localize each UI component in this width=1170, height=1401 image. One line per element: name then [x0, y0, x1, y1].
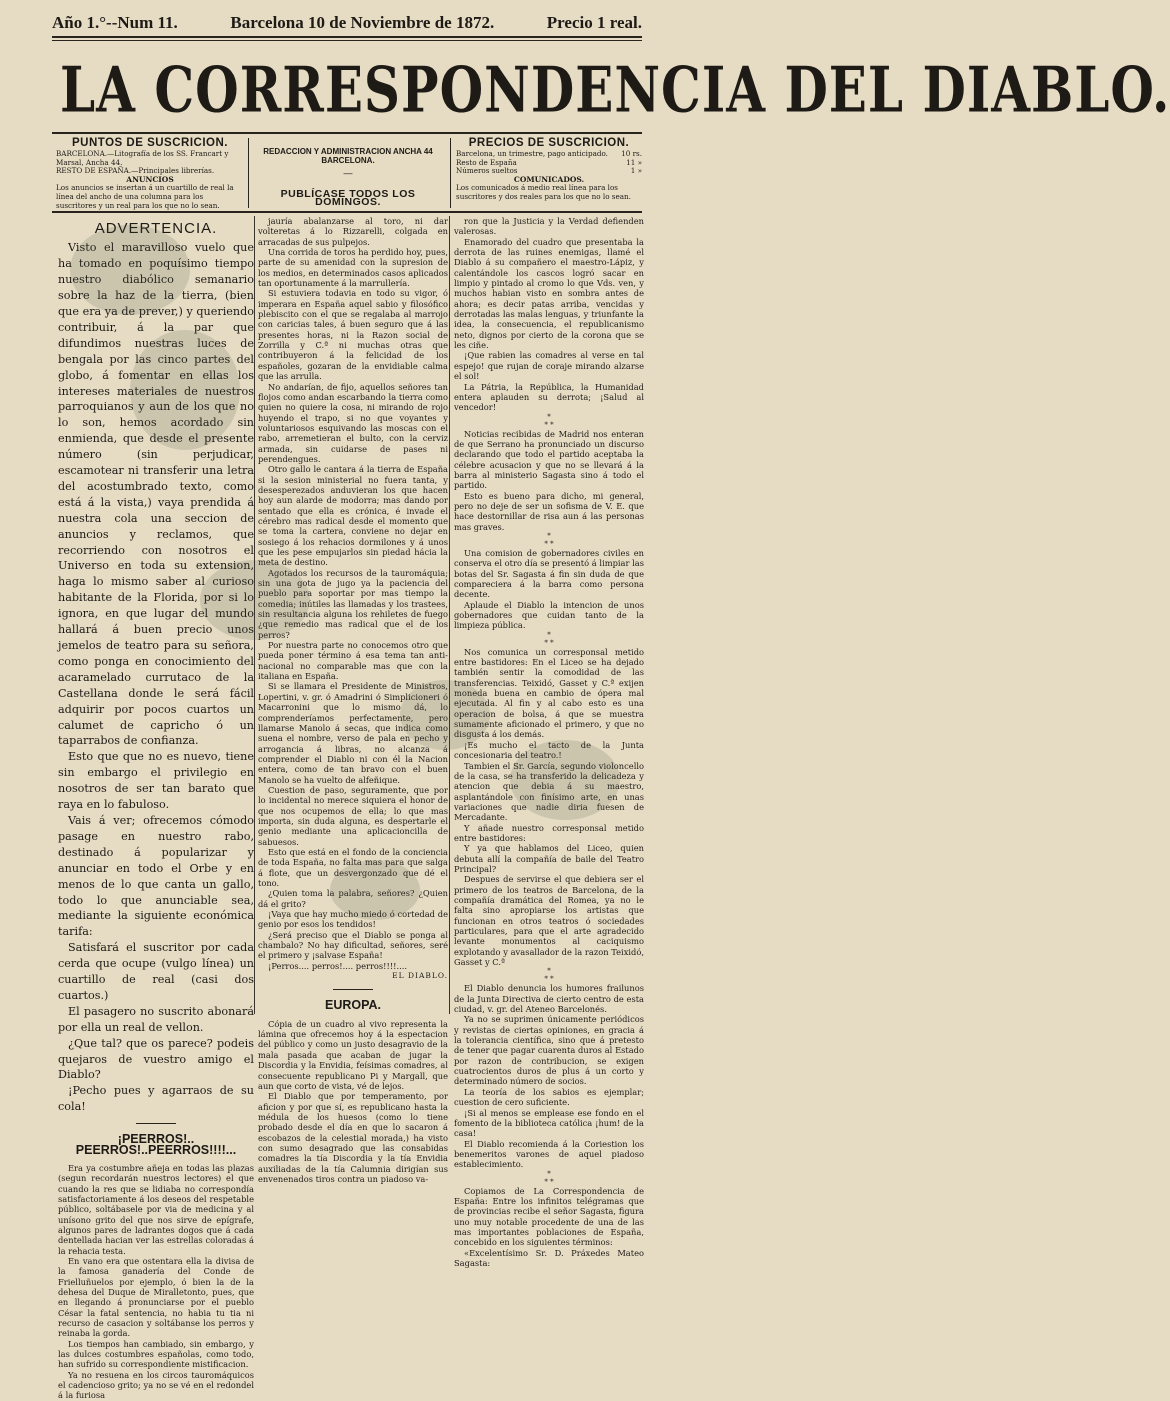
article-paragraph: Cuestion de paso, seguramente, que por lo incidental no merece siquiera el honor de que nos ocupemos de ella; lo que mas importa, sin duda alguna, es despertarle el genio mediante una aplicacioncilla de sabuesos. — [258, 784, 448, 847]
perros-title: ¡PEERROS!.. PEERROS!..PEERROS!!!!... — [75, 1132, 237, 1157]
article-paragraph: Los tiempos han cambiado, sin embargo, y las dulces costumbres españolas, como todo, han sufrido su correspondiente mistificacion. — [58, 1338, 254, 1370]
advertencia-title: ADVERTENCIA. — [94, 220, 218, 237]
separator-asterisks: * * * — [544, 630, 554, 647]
subscription-line-1: BARCELONA.—Litografía de los SS. Francart y Marsal, Ancha 44. — [56, 149, 229, 167]
column-3 — [454, 216, 644, 1268]
article-paragraph: Otro gallo le cantara á la tierra de España si la sesion ministerial no fuera tanta, y desesperezados anduvieran los que hacen hoy aun alarde de modorra; mas dando por sentado que ella es crónica, é invade el cérebro mas radical desde el momento que se toma la cartera, conviene no dejar en sosiego á los rehacios dormilones y á unos que les pese empujarlos sin piedad hácia la meta de destino. — [258, 464, 448, 568]
header-line — [52, 8, 642, 38]
article-paragraph: Ya no se suprimen únicamente periódicos y revistas de ciertas opiniones, en gracia á la tolerancia científica, sino que á pretesto de tener que pagar cuarenta duros al Estado por razon de contribucion, se exigen cuatrocientos duros de plus á un corto y determinado número de socios. — [454, 1014, 644, 1087]
header-rule-bottom — [52, 40, 642, 41]
signature: EL DIABLO. — [392, 971, 448, 981]
editorial-dash: — — [343, 168, 353, 179]
article-paragraph: Una comision de gobernadores civiles en conserva el otro día se presentó á limpiar las botas del Sr. Sagasta á fin sin duda de que compareciera á la barra como persona decente. — [454, 547, 644, 600]
article-paragraph: Agotados los recursos de la tauromáquia; sin una gota de jugo ya la paciencia del pueblo para soportar por mas tiempo la comedia; inútiles las llamadas y los trastees, sin resultancia alguna los rehiletes de fuego ¿que remedio mas radical que el de los perros? — [258, 567, 448, 640]
subscription-title: PUNTOS DE SUSCRICION. — [72, 137, 228, 149]
communications-title: COMUNICADOS. — [513, 174, 585, 184]
communications-text: Los comunicados á medio real línea para los suscritores y dos reales para los que no lo sean. — [456, 183, 631, 201]
paper-stain — [200, 560, 310, 640]
header-rule-top — [52, 36, 642, 38]
article-paragraph: ¡Vaya que hay mucho miedo ó cortedad de genio por esos los tendidos! — [258, 909, 448, 930]
band-separator-left — [248, 138, 249, 208]
article-paragraph: Esto que está en el fondo de la conciencia de toda España, no falta mas para que salga á flote, que un desvergonzado que dé el tono. — [258, 846, 448, 888]
article-paragraph: Ya no resuena en los circos tauromáquicos el cadencioso grito; ya no se vé en el redondel á la furiosa — [58, 1369, 254, 1401]
separator-asterisks: * * * — [544, 967, 554, 984]
article-paragraph: Si se llamara el Presidente de Ministros, Lopertini, v. gr. ó Amadrini ó Simplicioneri ó Macarronini que lo mismo dá, lo comprenderíamos perfectamente, pero llamarse Manolo á secas, que indica como suena el nombre, verso de pala en pecho y arrogancia á libras, no alcanza á comprender el Diablo ni con él la Nacion entera, como de tan bravo con el buen Manolo se ha vuelto de alfeñique. — [258, 681, 448, 785]
section-divider — [333, 989, 373, 990]
article-paragraph: Y añade nuestro corresponsal metido entre bastidores: — [454, 822, 644, 843]
price-value: 11 » — [626, 157, 642, 167]
article-paragraph: Visto el maravilloso vuelo que ha tomado en poquísimo tiempo nuestro diabólico semanario sobre la haz de la tierra, (bien que era ya de prever,) y queriendo contribuir, á la par que difundimos nuestras luces de bengala por las cinco partes del globo, á fomentar en ellas los intereses materiales de nuestros parroquianos y aun de los que no lo son, hemos acordado sin enmienda, que desde el presente número (sin perjudicar, escamotear ni transferir una letra del acostumbrado texto, como está á la vista,) vaya prendida á nuestra cola una seccion de anuncios y reclamos, que recorriendo con nosotros el Universo en toda su extension, haga lo mismo saber al curioso habitante de la Florida, por si lo ignora, en que lugar del mundo hallará á buen precio unos jemelos de teatro para su señora, como ponga en conocimiento del acaramelado currutaco de la Castellana donde le será fácil adquirir por pocos cuartos un calumet de capricho ó un taparrabos de confianza. — [58, 241, 254, 748]
article-paragraph: jauría abalanzarse al toro, ni dar volteretas á lo Rizzarelli, colgada en arracadas de sus pulpejos. — [258, 216, 448, 247]
price-label: Barcelona, un trimestre, pago anticipado. — [456, 149, 608, 158]
band-rule-bottom — [52, 211, 642, 213]
editorial-info — [250, 136, 446, 210]
prices-title: PRECIOS DE SUSCRICION. — [468, 137, 630, 149]
paper-stain — [330, 860, 420, 920]
article-paragraph: Satisfará el suscritor por cada cerda que ocupe (vulgo línea) un cuartillo de real (casi dos cuartos.) — [58, 941, 254, 1002]
price-value: 10 rs. — [621, 149, 642, 158]
editorial-address: REDACCION Y ADMINISTRACION ANCHA 44 BARCELONA. — [263, 147, 433, 165]
article-paragraph: ¡Es mucho el tacto de la Junta concesionaria del teatro.! — [454, 739, 644, 761]
article-paragraph: Cópia de un cuadro al vivo representa la lámina que ofrecemos hoy á la espectacion del público y como un justo desagravio de la mala pasada que acaban de jugar la Discordia y la Envidia, feísimas comadres, al consecuente republicano Pi y Margall, que aun que corto de vista, vé de lejos. — [258, 1018, 448, 1091]
price-label: Números sueltos — [456, 166, 518, 176]
article-paragraph: Era ya costumbre añeja en todas las plazas (segun recordarán nuestros lectores) el que cuando la res que se lidiaba no correspondía satisfactoriamente á los deseos del respetable público, soltábasele por via de medicina y al unísono grito del que nos sirve de epígrafe, algunos pares de ladrantes dogos que á cada dentellada hacian ver las estrellas coloradas á la rehacia testa. — [58, 1162, 254, 1256]
article-paragraph: ¡Si al menos se emplease ese fondo en el fomento de la biblioteca católica ¡hum! de la casa! — [454, 1107, 644, 1139]
article-paragraph: Tambien el Sr. García, segundo violoncello de la casa, se ha transferido la delicadeza y atencion que debia á su maestro, asplantándole con finísimo arte, en unas variaciones que nadie diria fuesen de Mercadante. — [454, 760, 644, 823]
article-paragraph: ¿Quien toma la palabra, señores? ¿Quien dá el grito? — [258, 888, 448, 909]
article-paragraph: El Diablo que por temperamento, por aficion y por que sí, es republicano hasta la médula de los huesos (como lo tiene probado desde el día en que lo sacaron á escobazos de la celestial morada,) ha visto con sumo desagrado que las consabidas comadres la tía Discordia y la tía Envidia auxiliadas de la tía Calumnia dirigían sus envenenados tiros contra un piadoso va- — [258, 1091, 448, 1184]
paper-stain — [70, 225, 190, 315]
info-band — [56, 136, 642, 210]
article-paragraph: Aplaude el Diablo la intencion de unos gobernadores que cuidan tanto de la limpieza pública. — [454, 599, 644, 631]
article-paragraph: El Diablo recomienda á la Coriestion los benemeritos varones de aquel piadoso establecimiento. — [454, 1138, 644, 1170]
band-separator-right — [450, 138, 451, 208]
subscription-line-2: RESTO DE ESPAÑA.—Principales librerías. — [56, 166, 215, 176]
issue-price: Precio 1 real. — [546, 13, 642, 32]
band-rule-top — [52, 132, 642, 134]
europa-title: EUROPA. — [324, 998, 382, 1013]
article-paragraph: «Excelentísimo Sr. D. Práxedes Mateo Sagasta: — [454, 1247, 644, 1268]
article-paragraph: ron que la Justicia y la Verdad defienden valerosas. — [454, 216, 644, 237]
article-paragraph: Si estuviera todavia en todo su vigor, ó imperara en España aquel sabio y filosófico plebiscito con el que se regalaba al marrojo con caricias tales, á buen seguro que á las presentes horas, ni la Razon social de Zorrilla y C.ª ni muchas otras que contribuyeron á la felicidad de los españoles, gozaran de la envidiable calma que las arrulla. — [258, 288, 448, 382]
separator-asterisks: * * * — [544, 1169, 554, 1186]
article-paragraph: ¡Perros.... perros!.... perros!!!!.... — [268, 960, 408, 971]
ads-title: ANUNCIOS — [126, 174, 174, 184]
paper-stain — [130, 330, 240, 450]
article-paragraph: ¡Que rabien las comadres al verse en tal espejo! que rujan de coraje mirando alzarse el sol! — [454, 350, 644, 382]
article-paragraph: Y ya que hablamos del Liceo, quien debuta allí la compañía de baile del Teatro Principal? — [454, 843, 644, 874]
article-paragraph: El pasagero no suscrito abonará por ella un real de vellon. — [58, 1004, 254, 1034]
paper-stain — [510, 740, 620, 820]
article-paragraph: ¿Será preciso que el Diablo se ponga al chambalo? No hay dificultad, señores, seré el primero y ¡salvase España! — [258, 929, 448, 961]
masthead-title: LA CORRESPONDENCIA DEL DIABLO. — [60, 52, 1170, 127]
article-paragraph: No andarían, de fijo, aquellos señores tan flojos como andan escarbando la tierra como quien no quiere la cosa, ni mirando de rojo huyendo el trapo, si no que voyantes y voluntariosos esquivando las moscas con el rabo, arremetieran el bulto, con la cerviz armada, sin cuidarse de pases ni perendengues. — [258, 381, 448, 464]
article-paragraph: Despues de servirse el que debiera ser el primero de los teatros de Barcelona, de la compañía dramática del Romea, ya no le falta sino apropiarse los artistas que funcionan en otros teatros ó sociedades particulares, para que el arte agradecido levante monumentos al caciquismo explotando y avasallador de la razon Teixidó, Gasset y C.ª — [454, 874, 644, 968]
article-paragraph: El Diablo denuncia los humores frailunos de la Junta Directiva de cierto centro de esta ciudad, v. gr. del Ateneo Barcelonés. — [454, 983, 644, 1015]
article-paragraph: Vais á ver; ofrecemos cómodo pasage en nuestro rabo, destinado á popularizar y anunciar en todo el Orbe y en menos de lo que canta un gallo, todo lo que anunciable sea, mediante la siguiente económica tarifa: — [58, 813, 254, 939]
article-paragraph: La teoría de los sabios es ejemplar; cuestion de cero suficiente. — [454, 1086, 644, 1108]
article-paragraph: Por nuestra parte no conocemos otro que pueda poner término á esa tema tan anti-nacional no comparable mas que con la italiana en España. — [258, 640, 448, 682]
publication-day: PUBLÍCASE TODOS LOS DOMINGOS. — [280, 187, 416, 209]
article-paragraph: ¡Pecho pues y agarraos de su cola! — [58, 1084, 254, 1114]
article-paragraph: ¿Que tal? que os parece? podeis quejaros de vuestro amigo el Diablo? — [58, 1036, 254, 1082]
separator-asterisks: * * * — [544, 531, 554, 548]
price-value: 1 » — [630, 166, 642, 176]
article-paragraph: En vano era que ostentara ella la divisa de la famosa ganadería del Conde de Frielluñuelos por ejemplo, ó bien la de la dehesa del Duque de Miralletonto, pues, que en llegando á pronunciarse por el pueblo César la fatal sentencia, no habia tu tia ni recurso de casacion y soltábanse los perros y reinaba la gorda. — [58, 1255, 254, 1339]
article-paragraph: La Pátria, la República, la Humanidad entera aplauden su derrota; ¡Salud al vencedor! — [454, 381, 644, 413]
article-paragraph: Noticias recibidas de Madrid nos enteran de que Serrano ha pronunciado un discurso declarando que todo el partido aceptaba la célebre acusacion y que no se llevará á la barra al ministerio Sagasta sino á todo el partido. — [454, 428, 644, 491]
article-paragraph: Enamorado del cuadro que presentaba la derrota de las ruines enemigas, llamé el Diablo á su compañero el maestro-Lápiz, y calentándole los cascos logró sacar en limpio y pintado al cromo lo que Vds. ven, y muchos habian visto en sombra antes de ahora; es decir patas arriba, vencidas y derrotadas las malas lenguas, y triunfante la idea, la consecuencia, el republicanismo neto, dignos por cierto de la corona que se les ciñe. — [454, 236, 644, 351]
subscription-prices — [456, 136, 642, 210]
price-label: Resto de España — [456, 157, 517, 167]
column-separator-2 — [449, 216, 450, 1014]
article-paragraph: Copiamos de La Correspondencia de España: Entre los infinitos telégramas que de provincias recibe el señor Sagasta, figura uno muy notable procedente de una de las mas importantes poblaciones de España, concebido en los siguientes términos: — [454, 1185, 644, 1248]
article-paragraph: Esto que que no es nuevo, tiene sin embargo el privilegio en nosotros de ser tan barato que raya en lo fabuloso. — [58, 750, 254, 812]
ads-text: Los anuncios se insertan á un cuartillo de real la línea del ancho de una columna para los suscritores y un real para los que no lo sean. — [56, 183, 234, 210]
issue-date: Barcelona 10 de Noviembre de 1872. — [230, 13, 495, 32]
paper-stain — [400, 680, 490, 750]
article-paragraph: Esto es bueno para dicho, mi general, pero no deje de ser un sofisma de V. E. que hace destornillar de risa aun á las personas mas graves. — [454, 490, 644, 532]
subscription-points — [56, 136, 244, 210]
separator-asterisks: * * * — [544, 412, 554, 429]
issue-number: Año 1.°--Num 11. — [52, 13, 178, 32]
section-divider — [136, 1123, 176, 1124]
article-paragraph: Nos comunica un corresponsal metido entre bastidores: En el Liceo se ha dejado también sentir la comodidad de las transferencias. Teixidó, Gasset y C.ª exijen moneda buena en cambio de ópera mal ejecutada. Al fin y al cabo esto es una operacion de bolsa, á que se muestra sumamente aficionado el primero, y que no disgusta á los demás. — [454, 646, 644, 740]
article-paragraph: Una corrida de toros ha perdido hoy, pues, parte de su amenidad con la supresion de los medios, en determinados casos aplicados tan oportunamente á la marrullería. — [258, 247, 448, 289]
